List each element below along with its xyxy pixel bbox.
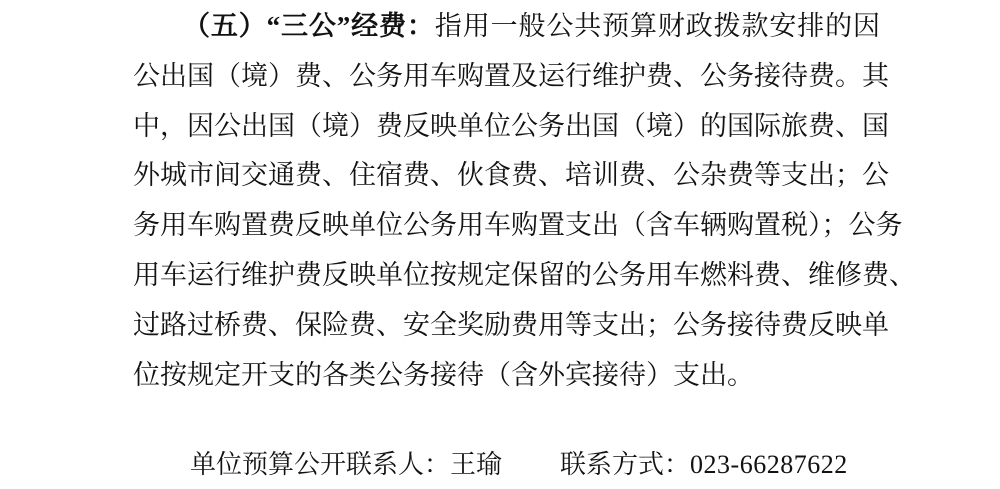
contact-phone-label: 联系方式： — [560, 450, 691, 479]
paragraph-lead-bold: （五）“三公”经费： — [183, 11, 435, 41]
contact-person-label: 单位预算公开联系人： — [190, 450, 451, 479]
contact-phone-number: 023-66287622 — [690, 450, 848, 479]
paragraph-line-8: 位按规定开支的各类公务接待（含外宾接待）支出。 — [133, 359, 754, 390]
paragraph-line-6: 用车运行维护费反映单位按规定保留的公务用车燃料费、维修费、 — [133, 259, 916, 290]
paragraph-line-3: 中，因公出国（境）费反映单位公务出国（境）的国际旅费、国 — [133, 110, 889, 141]
paragraph-line-7: 过路过桥费、保险费、安全奖励费用等支出；公务接待费反映单 — [133, 309, 889, 340]
paragraph-line-1 — [133, 2, 880, 52]
paragraph-line-1-text: 指用一般公共预算财政拨款安排的因 — [434, 11, 881, 41]
paragraph-line-2: 公出国（境）费、公务用车购置及运行维护费、公务接待费。其 — [133, 60, 889, 91]
paragraph-line-5: 务用车购置费反映单位公务用车购置支出（含车辆购置税）；公务 — [133, 210, 903, 241]
sangong-expense-paragraph — [133, 2, 916, 400]
paragraph-line-4: 外城市间交通费、住宿费、伙食费、培训费、公杂费等支出；公 — [133, 160, 889, 191]
contact-info-line — [190, 448, 848, 482]
contact-person-name: 王瑜 — [450, 450, 503, 479]
